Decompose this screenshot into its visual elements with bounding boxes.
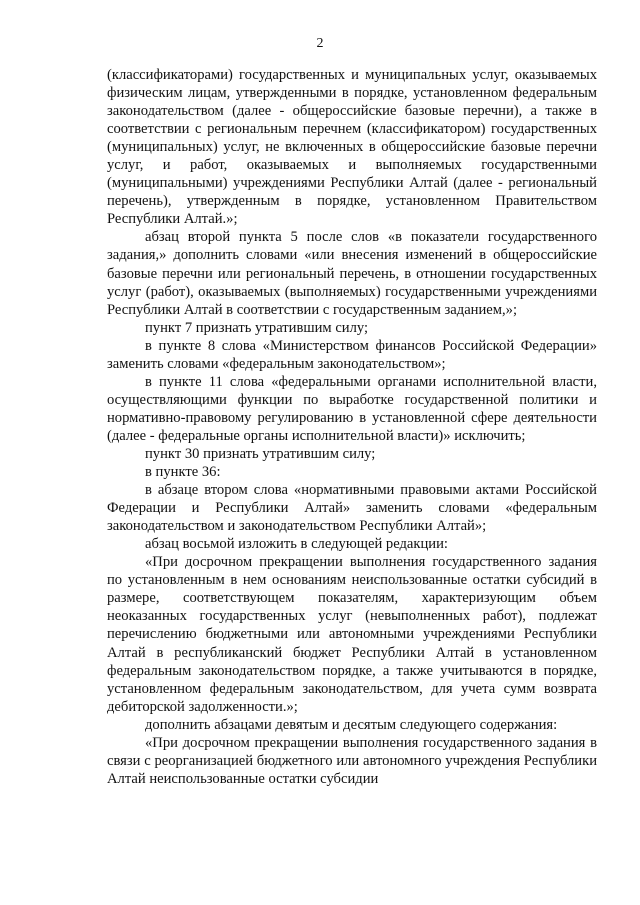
paragraph-reorganization-text: «При досрочном прекращении выполнения государственного задания в связи с реорганизацией бюджетного или автономного учреждения Республики Алтай неиспользованные остатки субсидии — [107, 734, 597, 787]
document-body — [107, 66, 597, 788]
paragraph-point-30-repeal: пункт 30 признать утратившим силу; — [145, 445, 376, 462]
paragraph-point-36-intro: в пункте 36: — [145, 464, 221, 481]
page-number: 2 — [316, 36, 324, 51]
paragraph-point-8-amendment: в пункте 8 слова «Министерством финансов Российской Федерации» заменить словами «федеральным законодательством»; — [107, 337, 597, 372]
paragraph-point-36-second-clause: в абзаце втором слова «нормативными правовыми актами Российской Федерации и Республики Алтай» заменить словами «федеральным законодательством и законодательством Республики Алтай»; — [107, 482, 597, 535]
paragraph-point-36-eighth-clause-intro: абзац восьмой изложить в следующей редакции: — [145, 536, 448, 553]
paragraph-point-7-repeal: пункт 7 признать утратившим силу; — [145, 319, 369, 336]
paragraph-point-11-amendment: в пункте 11 слова «федеральными органами исполнительной власти, осуществляющими функции по выработке государственной политики и нормативно-правовому регулированию в установленной сфере деятельности (далее - федеральные органы исполнительной власти)» исключить; — [107, 373, 597, 444]
paragraph-point-5-amendment: абзац второй пункта 5 после слов «в показатели государственного задания,» дополнить словами «или внесения изменений в общероссийские базовые перечни или региональный перечень, в отношении государственных услуг (работ), оказываемых (выполняемых) государственными учреждениями Республики Алтай в соответствии с государственным заданием,»; — [107, 229, 597, 318]
paragraph-add-clauses-intro: дополнить абзацами девятым и десятым следующего содержания: — [145, 716, 558, 733]
paragraph-classifiers-continuation: (классификаторами) государственных и муниципальных услуг, оказываемых физическим лицам, утвержденными в порядке, установленном федеральным законодательством (далее - общероссийские базовые перечни), а также в соответствии с региональным перечнем (классификатором) государственных (муниципальных) услуг, не включенных в общероссийские базовые перечни услуг, и работ, оказываемых и выполняемых государственными (муниципальными) учреждениями Республики Алтай (далее - региональный перечень), утвержденным в порядке, установленном Правительством Республики Алтай.»; — [107, 67, 597, 228]
paragraph-early-termination-text: «При досрочном прекращении выполнения государственного задания по установленным в нем основаниям неиспользованные остатки субсидий в размере, соответствующем показателям, характеризующим объем неоказанных государственных услуг (невыполненных работ), подлежат перечислению бюджетными или автономными учреждениями Республики Алтай в республиканский бюджет Республики Алтай в установленном федеральным законодательством порядке, а также учитываются в порядке, установленном федеральным законодательством, для учета сумм возврата дебиторской задолженности.»; — [107, 554, 597, 715]
